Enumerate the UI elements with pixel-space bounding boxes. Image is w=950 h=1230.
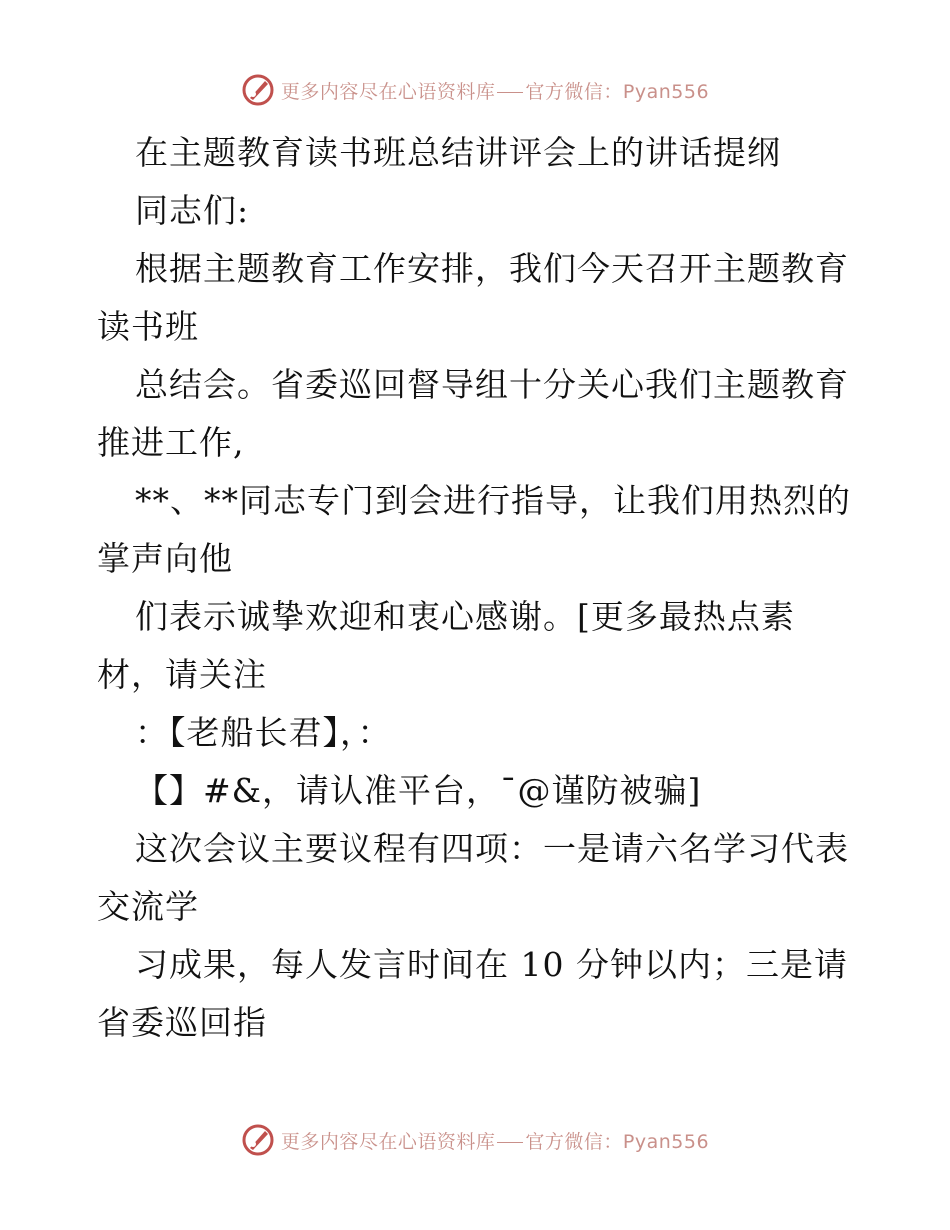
quill-seal-icon — [241, 1123, 275, 1157]
paragraph-line: 们表示诚挚欢迎和衷心感谢。[更多最热点素 — [135, 597, 795, 636]
paragraph-line: **、**同志专门到会进行指导，让我们用热烈的 — [135, 481, 851, 520]
document-title: 在主题教育读书班总结讲评会上的讲话提纲 — [135, 133, 781, 172]
paragraph-line: 根据主题教育工作安排，我们今天召开主题教育 — [135, 249, 849, 288]
paragraph-line: 读书班 — [97, 307, 199, 346]
paragraph-line: 这次会议主要议程有四项：一是请六名学习代表 — [135, 829, 849, 868]
paragraph-line: 材，请关注 — [97, 655, 267, 694]
paragraph-line: 掌声向他 — [97, 539, 233, 578]
watermark-text: 更多内容尽在心语资料库 官方微信：Pyan556 — [280, 80, 710, 103]
document-body — [97, 124, 877, 1052]
footer-watermark-banner — [0, 1120, 950, 1160]
watermark-text: 更多内容尽在心语资料库 官方微信：Pyan556 — [280, 1130, 710, 1153]
salutation: 同志们: — [135, 191, 250, 230]
paragraph-line: 省委巡回指 — [97, 1003, 267, 1042]
paragraph-line: 推进工作, — [97, 423, 245, 462]
quill-seal-icon — [241, 73, 275, 107]
header-watermark-banner — [0, 70, 950, 110]
paragraph-line: 交流学 — [97, 887, 199, 926]
paragraph-line: 总结会。省委巡回督导组十分关心我们主题教育 — [135, 365, 849, 404]
paragraph-line: 【】#&，请认准平台，¯@谨防被骗] — [135, 771, 702, 810]
paragraph-line: ：【老船长君】，： — [135, 713, 392, 752]
paragraph-line: 习成果，每人发言时间在 10 分钟以内；三是请 — [135, 945, 848, 984]
